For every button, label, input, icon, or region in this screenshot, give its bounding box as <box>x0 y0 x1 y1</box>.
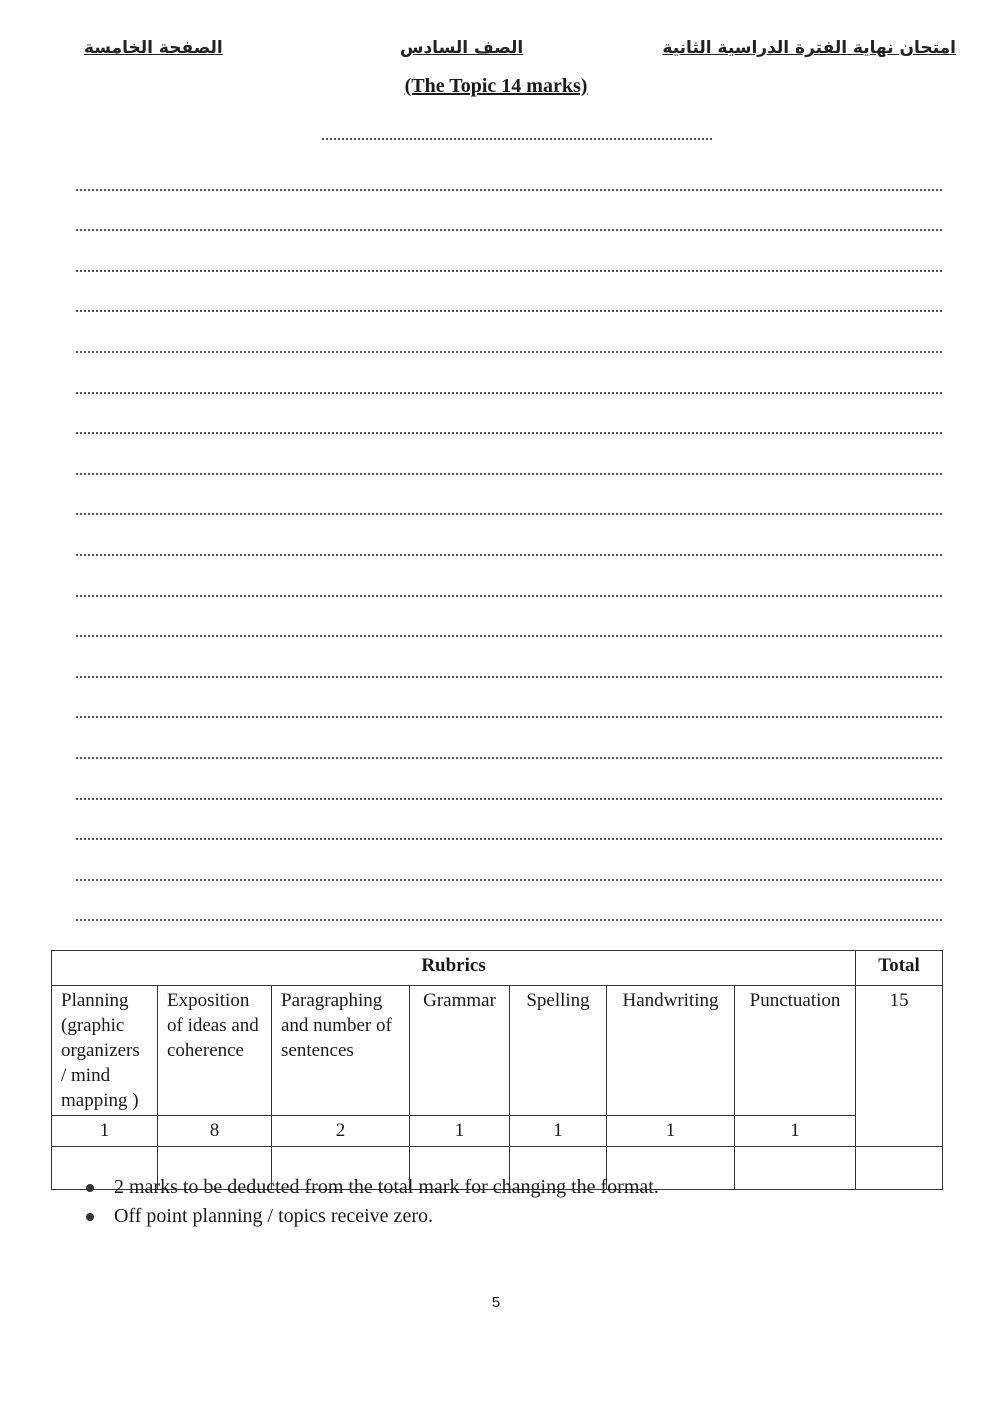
total-label: Total <box>856 951 943 986</box>
mark-grammar: 1 <box>410 1116 510 1147</box>
total-value: 15 <box>856 986 943 1147</box>
writing-line[interactable] <box>76 353 942 394</box>
mark-paragraphing: 2 <box>272 1116 410 1147</box>
criterion-exposition: Exposition of ideas and coherence <box>158 986 272 1116</box>
topic-title: (The Topic 14 marks) <box>404 75 588 97</box>
writing-line[interactable] <box>76 597 942 638</box>
notes-list <box>86 1176 659 1234</box>
mark-spelling: 1 <box>510 1116 607 1147</box>
writing-line[interactable] <box>76 678 942 719</box>
writing-line[interactable] <box>76 759 942 800</box>
writing-line[interactable] <box>76 840 942 881</box>
writing-area[interactable] <box>76 150 942 921</box>
topic-title-answer-line[interactable] <box>322 128 712 140</box>
mark-planning: 1 <box>52 1116 158 1147</box>
mark-exposition: 8 <box>158 1116 272 1147</box>
header-exam-title: امتحان نهاية الفترة الدراسية الثانية <box>662 38 956 58</box>
writing-line[interactable] <box>76 312 942 353</box>
writing-line[interactable] <box>76 800 942 841</box>
criterion-paragraphing: Paragraphing and number of sentences <box>272 986 410 1116</box>
writing-line[interactable] <box>76 272 942 313</box>
writing-line[interactable] <box>76 637 942 678</box>
rubrics-table <box>51 950 943 1190</box>
writing-line[interactable] <box>76 394 942 435</box>
topic-title-wrapper <box>0 75 992 98</box>
criterion-punctuation: Punctuation <box>735 986 856 1116</box>
writing-line[interactable] <box>76 515 942 556</box>
page-number: 5 <box>491 1294 501 1311</box>
writing-line[interactable] <box>76 475 942 516</box>
criterion-handwriting: Handwriting <box>607 986 735 1116</box>
note-item <box>86 1205 659 1228</box>
mark-handwriting: 1 <box>607 1116 735 1147</box>
note-item <box>86 1176 659 1199</box>
writing-line[interactable] <box>76 150 942 191</box>
writing-line[interactable] <box>76 434 942 475</box>
header-page-name: الصفحة الخامسة <box>84 38 223 58</box>
criterion-planning: Planning (graphic organizers / mind mapping ) <box>52 986 158 1116</box>
mark-punctuation: 1 <box>735 1116 856 1147</box>
score-cell-punctuation[interactable] <box>735 1147 856 1190</box>
writing-line[interactable] <box>76 231 942 272</box>
bullet-icon <box>86 1184 94 1192</box>
writing-line[interactable] <box>76 718 942 759</box>
score-cell-total[interactable] <box>856 1147 943 1190</box>
note-text: 2 marks to be deducted from the total mark for changing the format. <box>114 1176 659 1198</box>
rubrics-title: Rubrics <box>52 951 856 986</box>
writing-line[interactable] <box>76 881 942 922</box>
bullet-icon <box>86 1213 94 1221</box>
criterion-grammar: Grammar <box>410 986 510 1116</box>
note-text: Off point planning / topics receive zero. <box>114 1205 433 1227</box>
writing-line[interactable] <box>76 191 942 232</box>
criterion-spelling: Spelling <box>510 986 607 1116</box>
header-grade: الصف السادس <box>400 38 524 58</box>
writing-line[interactable] <box>76 556 942 597</box>
